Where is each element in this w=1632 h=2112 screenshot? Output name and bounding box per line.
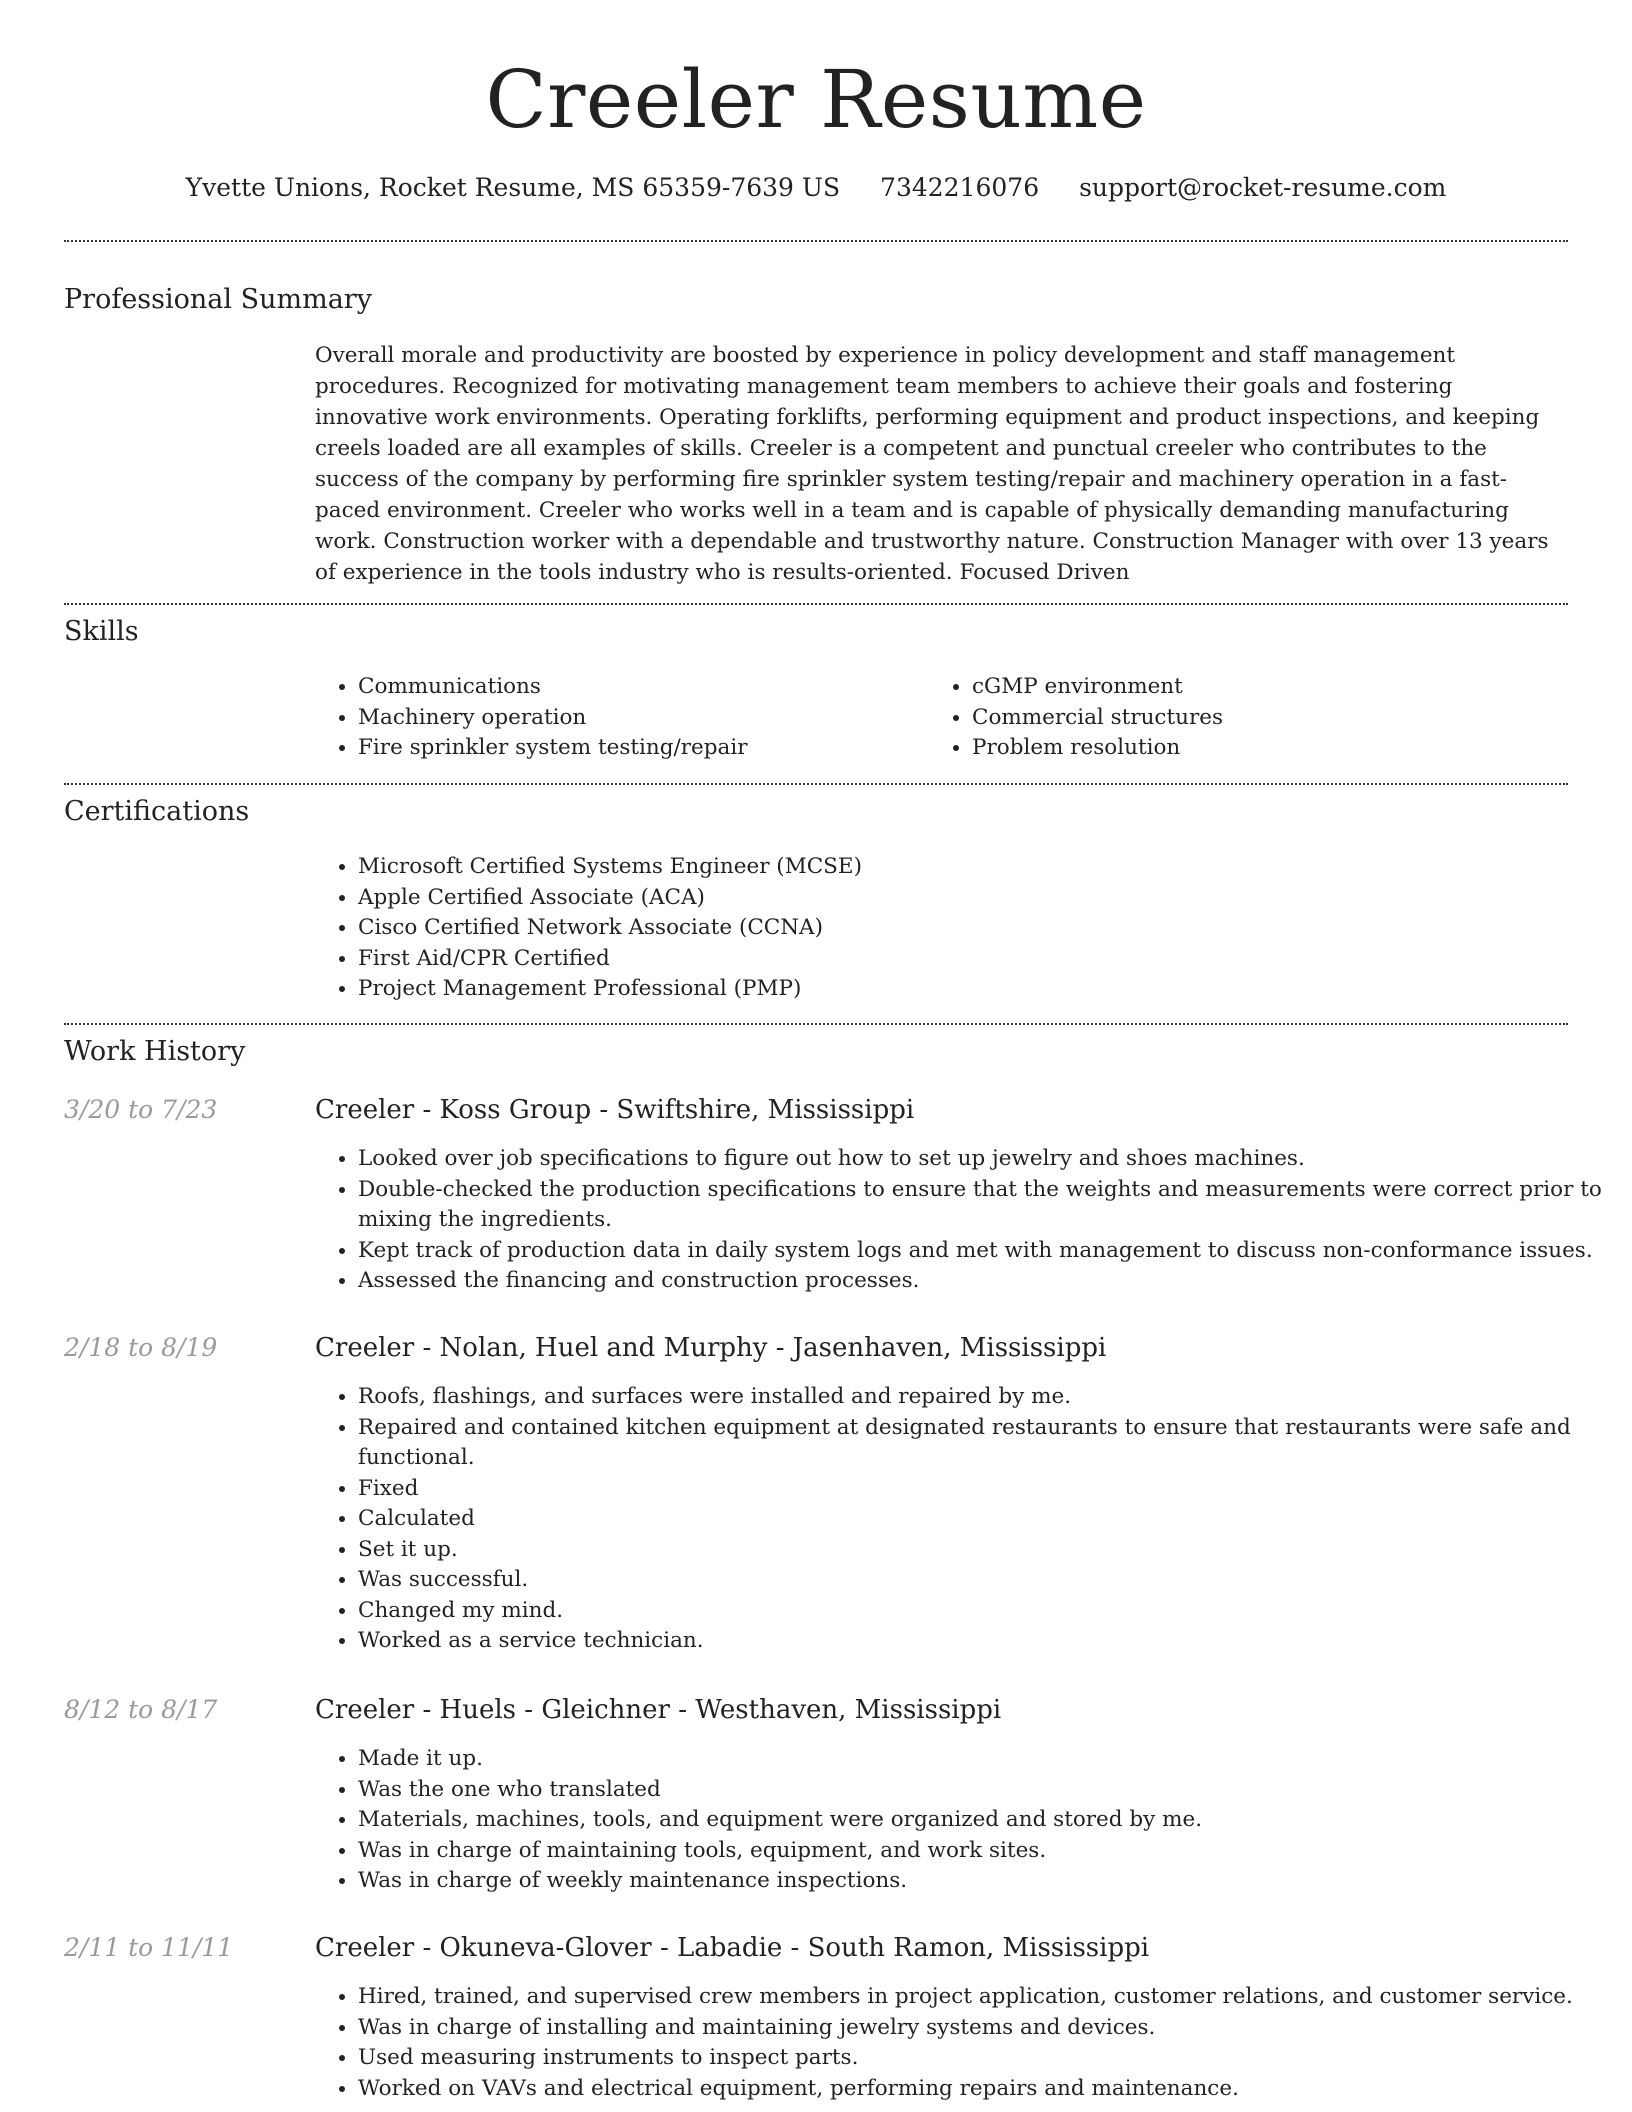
job-bullet: • Worked as a service technician. bbox=[358, 1626, 1608, 1657]
skill-item: • Machinery operation bbox=[358, 703, 918, 734]
job-bullets bbox=[314, 1144, 1608, 1297]
summary-text: Overall morale and productivity are boosted by experience in policy development and staff management procedures. Recognized for motivating management team members to achieve their goals and fostering innovative work environments. Operating forklifts, performing equipment and product inspections, and keeping creels loaded are all examples of skills. Creeler is a competent and punctual creeler who contributes to the success of the company by performing fire sprinkler system testing/repair and machinery operation in a fast-paced environment. Creeler who works well in a team and is capable of physically demanding manufacturing work. Construction worker with a dependable and trustworthy nature. Construction Manager with over 13 years of experience in the tools industry who is results-oriented. Focused Driven bbox=[315, 343, 1549, 585]
job-bullet: • Calculated bbox=[358, 1504, 1608, 1535]
divider bbox=[64, 603, 1568, 605]
section-title-certifications: Certifications bbox=[64, 796, 250, 827]
job-bullet: • Materials, machines, tools, and equipment were organized and stored by me. bbox=[358, 1805, 1608, 1836]
divider bbox=[64, 783, 1568, 785]
job-bullet: • Assessed the financing and construction processes. bbox=[358, 1266, 1608, 1297]
job-bullet: • Kept track of production data in daily system logs and met with management to discuss non-conformance issues. bbox=[358, 1236, 1608, 1267]
certification-item: • First Aid/CPR Certified bbox=[358, 944, 1558, 975]
section-title-skills: Skills bbox=[64, 616, 139, 647]
job-bullet: • Hired, trained, and supervised crew members in project application, customer relations, and customer service. bbox=[358, 1982, 1608, 2013]
certification-item: • Microsoft Certified Systems Engineer (MCSE) bbox=[358, 852, 1558, 883]
resume-title: Creeler Resume bbox=[485, 53, 1147, 146]
job-bullet: • Was in charge of installing and maintaining jewelry systems and devices. bbox=[358, 2013, 1608, 2044]
job-bullet: • Repaired and contained kitchen equipment at designated restaurants to ensure that restaurants were safe and functional. bbox=[358, 1413, 1608, 1474]
job-title: Creeler - Okuneva-Glover - Labadie - South Ramon, Mississippi bbox=[315, 1933, 1150, 1963]
job-dates: 2/18 to 8/19 bbox=[64, 1333, 218, 1362]
job-dates: 2/11 to 11/11 bbox=[64, 1933, 234, 1962]
job-bullet: • Double-checked the production specifications to ensure that the weights and measurements were correct prior to mixing the ingredients. bbox=[358, 1175, 1608, 1236]
contact-email: support@rocket-resume.com bbox=[1079, 173, 1447, 202]
job-bullet: • Was in charge of weekly maintenance inspections. bbox=[358, 1866, 1608, 1897]
skill-item: • Fire sprinkler system testing/repair bbox=[358, 733, 918, 764]
job-title: Creeler - Nolan, Huel and Murphy - Jasenhaven, Mississippi bbox=[315, 1333, 1107, 1363]
certification-item: • Cisco Certified Network Associate (CCNA) bbox=[358, 913, 1558, 944]
job-title: Creeler - Koss Group - Swiftshire, Mississippi bbox=[315, 1095, 915, 1125]
job-bullet: • Roofs, flashings, and surfaces were installed and repaired by me. bbox=[358, 1382, 1608, 1413]
divider bbox=[64, 1023, 1568, 1025]
job-bullet: • Changed my mind. bbox=[358, 1596, 1608, 1627]
skills-list-left bbox=[314, 672, 918, 764]
job-bullet: • Was the one who translated bbox=[358, 1775, 1608, 1806]
skill-item: • Communications bbox=[358, 672, 918, 703]
job-bullets bbox=[314, 1744, 1608, 1897]
skill-item: • cGMP environment bbox=[972, 672, 1532, 703]
job-bullet: • Made it up. bbox=[358, 1744, 1608, 1775]
skill-item: • Commercial structures bbox=[972, 703, 1532, 734]
skills-list-right bbox=[928, 672, 1532, 764]
section-title-work-history: Work History bbox=[64, 1036, 246, 1067]
contact-phone: 7342216076 bbox=[880, 173, 1040, 202]
job-bullet: • Was in charge of maintaining tools, equipment, and work sites. bbox=[358, 1836, 1608, 1867]
job-bullet: • Looked over job specifications to figure out how to set up jewelry and shoes machines. bbox=[358, 1144, 1608, 1175]
certification-item: • Apple Certified Associate (ACA) bbox=[358, 883, 1558, 914]
job-bullet: • Set it up. bbox=[358, 1535, 1608, 1566]
job-dates: 3/20 to 7/23 bbox=[64, 1095, 218, 1124]
job-dates: 8/12 to 8/17 bbox=[64, 1695, 218, 1724]
job-bullet: • Used measuring instruments to inspect parts. bbox=[358, 2043, 1608, 2074]
job-bullets bbox=[314, 1982, 1608, 2104]
certifications-list bbox=[314, 852, 1558, 1005]
job-bullets bbox=[314, 1382, 1608, 1657]
job-bullet: • Fixed bbox=[358, 1474, 1608, 1505]
certification-item: • Project Management Professional (PMP) bbox=[358, 974, 1558, 1005]
job-bullet: • Was successful. bbox=[358, 1565, 1608, 1596]
job-bullet: • Worked on VAVs and electrical equipment, performing repairs and maintenance. bbox=[358, 2074, 1608, 2105]
contact-line bbox=[0, 170, 1632, 206]
section-title-summary: Professional Summary bbox=[64, 284, 372, 315]
contact-address: Yvette Unions, Rocket Resume, MS 65359-7639 US bbox=[185, 173, 841, 202]
divider bbox=[64, 240, 1568, 242]
job-title: Creeler - Huels - Gleichner - Westhaven, Mississippi bbox=[315, 1695, 1002, 1725]
skill-item: • Problem resolution bbox=[972, 733, 1532, 764]
